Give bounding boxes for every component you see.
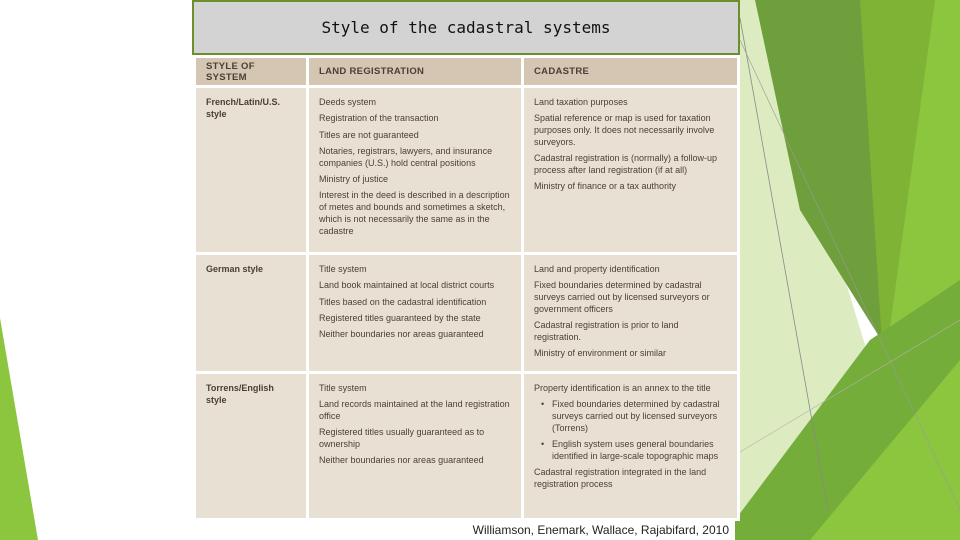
table-row-german [196,255,737,371]
slide-title: Style of the cadastral systems [192,0,740,55]
land-registration-cell-torrens [309,374,521,518]
list-item: Titles based on the cadastral identification [319,296,487,307]
left-accent-shape [0,318,38,540]
list-item: Land records maintained at the land registration office [319,399,510,422]
list-item: Ministry of justice [319,173,389,184]
list-item: Interest in the deed is described in a description of metes and bounds and sometimes a sketch, which is not necessarily the same as in the cadastre [319,190,510,236]
list-item: Notaries, registrars, lawyers, and insurance companies (U.S.) hold central positions [319,145,493,168]
list-item: Ministry of environment or similar [534,348,667,359]
list-item: Cadastral registration is prior to land registration. [534,320,679,342]
list-item: Title system [319,264,367,274]
list-item: Titles are not guaranteed [319,129,419,140]
cadastre-cell-french [524,88,737,252]
list-item: Title system [319,383,367,393]
table-row-torrens [196,374,737,518]
list-item: Neither boundaries nor areas guaranteed [319,329,484,340]
bullet-item: • Fixed boundaries determined by cadastral surveys carried out by licensed surveyors (Torrens) [534,399,727,434]
cadastre-cell-german [524,255,737,371]
list-item: Spatial reference or map is used for taxation purposes only. It does not necessarily involve surveyors. [534,113,715,147]
list-item: Deeds system [319,97,377,107]
list-item: Property identification is an annex to the title [534,383,711,393]
comparison-table [193,55,740,521]
list-item: Fixed boundaries determined by cadastral surveys carried out by licensed surveyors or government officers [534,280,710,314]
bullet-item: • English system uses general boundaries identified in large-scale topographic maps [534,439,727,463]
list-item: Ministry of finance or a tax authority [534,181,677,192]
list-item: Cadastral registration integrated in the land registration process [534,467,707,490]
list-item: Cadastral registration is (normally) a follow-up process after land registration (if at all) [534,153,718,175]
table-row-french [196,88,737,252]
header-style-of-system: STYLE OF SYSTEM [196,58,306,85]
citation-text: Williamson, Enemark, Wallace, Rajabifard, 2010 [350,519,735,540]
table-header-row [196,58,737,85]
list-item: Land taxation purposes [534,97,628,107]
land-registration-cell-german [309,255,521,371]
list-item: Neither boundaries nor areas guaranteed [319,455,484,466]
list-item: Registered titles guaranteed by the state [319,312,481,323]
style-cell-french: French/Latin/U.S. style [196,88,306,252]
style-cell-german: German style [196,255,306,371]
style-cell-torrens: Torrens/English style [196,374,306,518]
list-item: Land and property identification [534,264,660,274]
list-item: Registered titles usually guaranteed as to ownership [319,427,485,450]
list-item: Registration of the transaction [319,113,439,124]
header-cadastre: CADASTRE [524,58,737,85]
cadastre-cell-torrens [524,374,737,518]
list-item: Land book maintained at local district courts [319,280,495,291]
land-registration-cell-french [309,88,521,252]
header-land-registration: LAND REGISTRATION [309,58,521,85]
cadastral-systems-table [193,55,740,521]
